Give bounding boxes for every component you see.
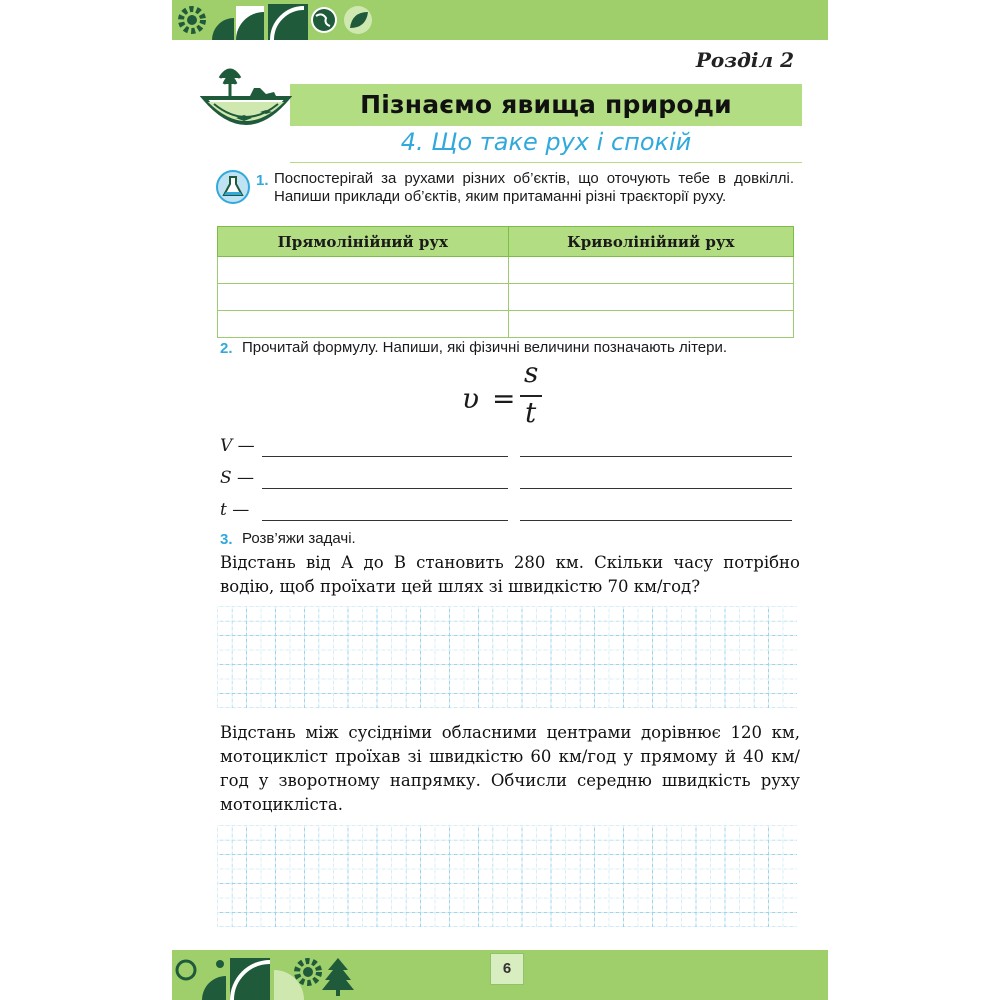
header-decor-band bbox=[172, 0, 828, 40]
formula-denominator: t bbox=[525, 396, 537, 429]
header-decor-shapes bbox=[172, 0, 828, 40]
table-row bbox=[218, 311, 794, 338]
answer-label: t — bbox=[220, 500, 250, 520]
answer-line[interactable] bbox=[262, 456, 508, 457]
formula-equals: = bbox=[492, 382, 516, 415]
flask-icon bbox=[216, 170, 250, 204]
answer-cell[interactable] bbox=[508, 257, 793, 284]
formula-numerator: s bbox=[524, 356, 539, 389]
answer-line[interactable] bbox=[262, 488, 508, 489]
table-header-curvilinear: Криволінійний рух bbox=[508, 227, 793, 257]
unit-title: Пізнаємо явища природи bbox=[360, 90, 732, 119]
grid-dash-overlay bbox=[217, 606, 797, 708]
page-number: 6 bbox=[490, 953, 524, 985]
answer-row bbox=[220, 436, 796, 458]
task-text: Прочитай формулу. Напиши, які фізичні величини позначають літери. bbox=[242, 339, 728, 356]
gear-icon bbox=[297, 961, 319, 983]
lesson-title-underline bbox=[290, 162, 802, 163]
formula-velocity: υ bbox=[462, 382, 480, 415]
answer-row bbox=[220, 500, 796, 522]
answer-line[interactable] bbox=[262, 520, 508, 521]
table-header-rectilinear: Прямолінійний рух bbox=[218, 227, 509, 257]
problem-2-text: Відстань між сусідніми обласними центрами дорівнює 120 км, мотоцикліст проїхав зі швидкістю 60 км/год у прямому й 40 км/год у зворотному напрямку. Обчисли середню швидкість руху мотоцикліста. bbox=[220, 723, 800, 814]
table-row bbox=[218, 284, 794, 311]
answer-line[interactable] bbox=[520, 520, 792, 521]
nature-logo-icon bbox=[200, 60, 292, 140]
answer-cell[interactable] bbox=[508, 284, 793, 311]
task-text: Поспостерігай за рухами різних об’єктів, що оточують тебе в довкіллі. Напиши приклади об’єктів, яким притаманні різні траєкторії руху. bbox=[274, 170, 794, 205]
answer-label: V — bbox=[220, 436, 255, 456]
answer-line[interactable] bbox=[520, 488, 792, 489]
task-number: 1. bbox=[256, 172, 269, 189]
tree-icon bbox=[322, 958, 354, 996]
answer-cell[interactable] bbox=[218, 284, 509, 311]
answer-label: S — bbox=[220, 468, 255, 488]
section-label: Розділ 2 bbox=[695, 48, 794, 72]
task-number: 2. bbox=[220, 340, 233, 357]
globe-icon bbox=[311, 7, 337, 33]
workbook-page bbox=[172, 0, 828, 1000]
lesson-title: 4. Що таке рух і спокій bbox=[400, 128, 692, 156]
leaf-icon bbox=[344, 6, 372, 34]
task-text: Розв’яжи задачі. bbox=[242, 530, 356, 547]
table-row bbox=[218, 257, 794, 284]
answer-cell[interactable] bbox=[218, 311, 509, 338]
answer-cell[interactable] bbox=[218, 257, 509, 284]
task-number: 3. bbox=[220, 531, 233, 548]
answer-cell[interactable] bbox=[508, 311, 793, 338]
problem-1-text: Відстань від А до В становить 280 км. Скільки часу потрібно водію, щоб проїхати цей шлях зі швидкістю 70 км/год? bbox=[220, 553, 800, 596]
speed-formula bbox=[462, 356, 562, 432]
answer-line[interactable] bbox=[520, 456, 792, 457]
grid-dash-overlay bbox=[217, 825, 797, 927]
motion-table bbox=[217, 226, 794, 338]
answer-row bbox=[220, 468, 796, 490]
gear-icon bbox=[181, 9, 203, 31]
